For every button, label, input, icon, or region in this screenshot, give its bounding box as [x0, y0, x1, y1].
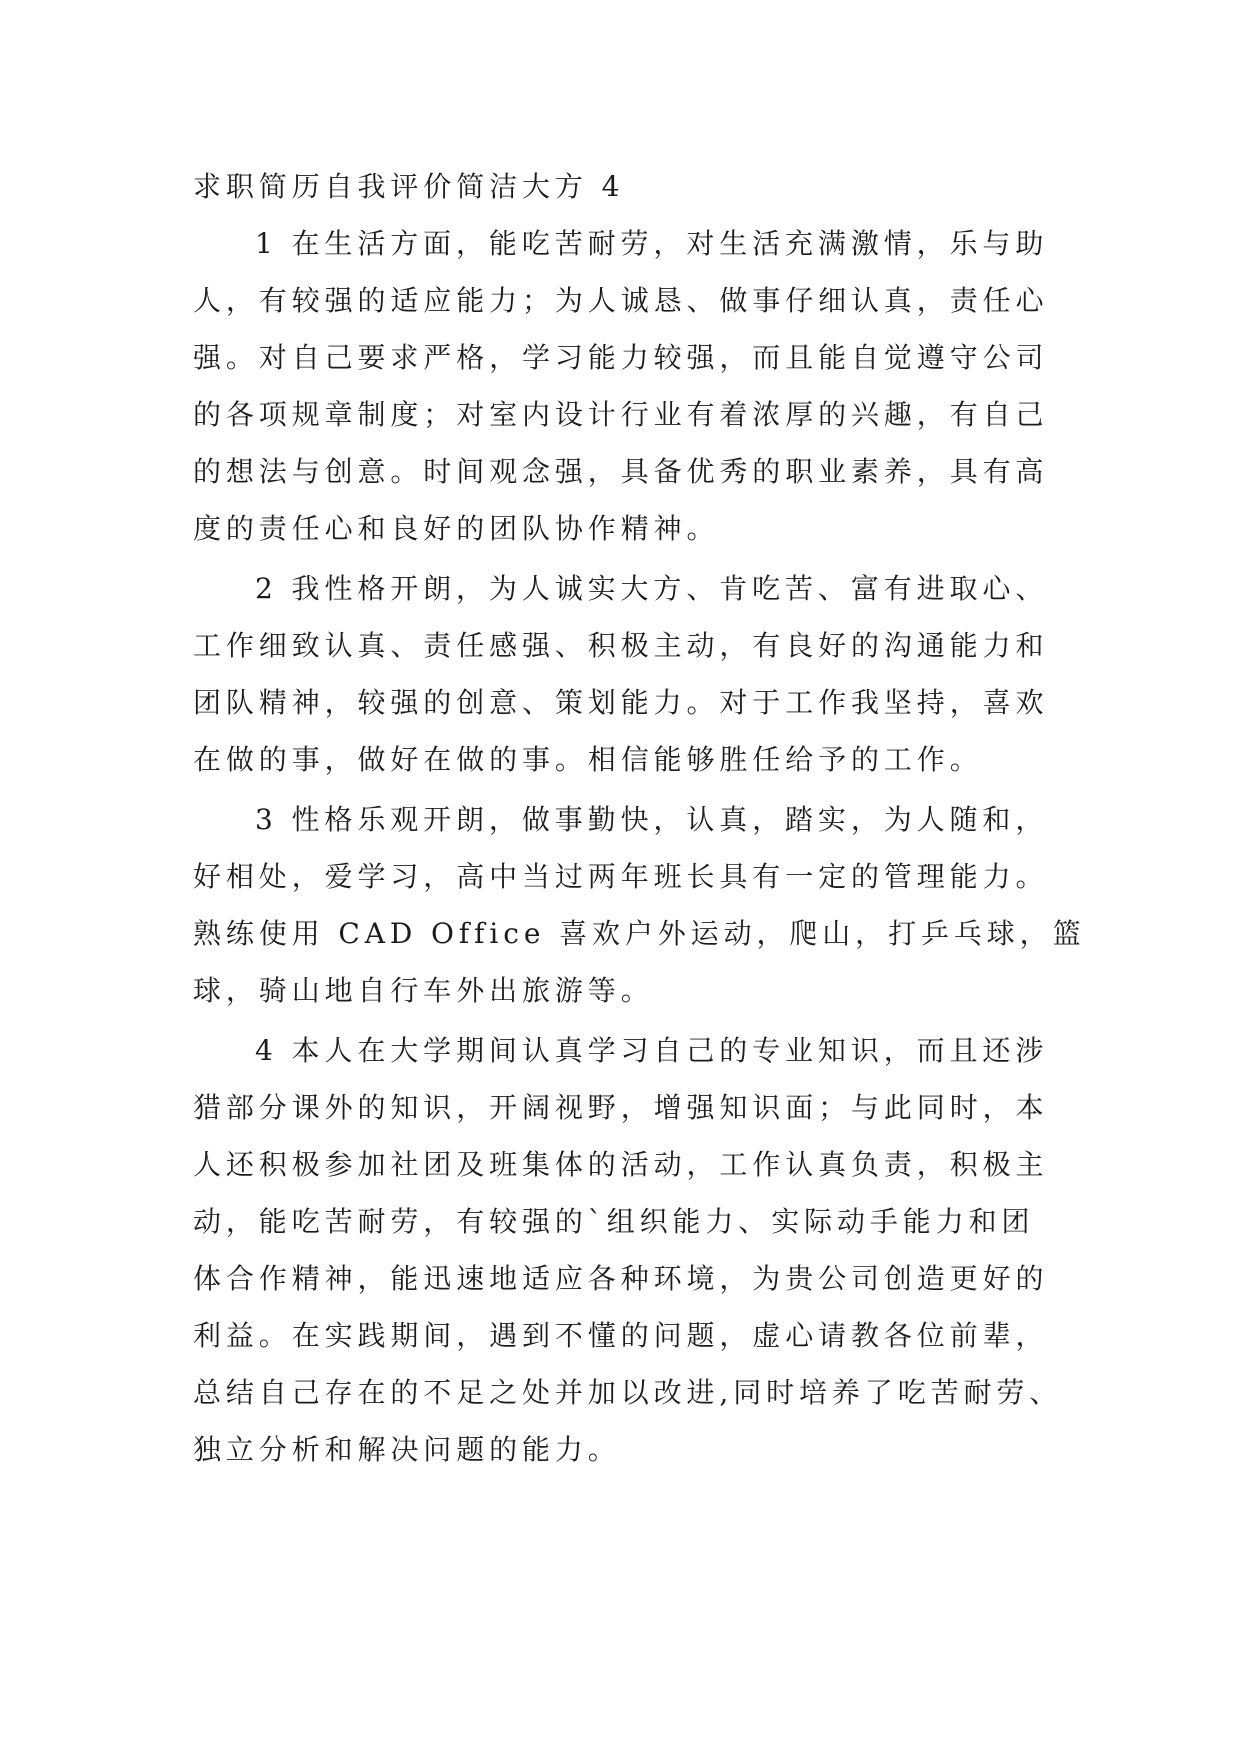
paragraph-1 [193, 215, 1093, 557]
text-line: 2 我性格开朗，为人诚实大方、肯吃苦、富有进取心、 [255, 572, 1049, 605]
text-line: 工作细致认真、责任感强、积极主动，有良好的沟通能力和 [193, 629, 1049, 662]
text-line: 人还积极参加社团及班集体的活动，工作认真负责，积极主 [193, 1148, 1049, 1181]
text-line: 强。对自己要求严格，学习能力较强，而且能自觉遵守公司 [193, 341, 1049, 374]
text-line: 3 性格乐观开朗，做事勤快，认真，踏实，为人随和， [255, 803, 1049, 836]
text-line: 人，有较强的适应能力；为人诚恳、做事仔细认真，责任心 [193, 284, 1049, 317]
text-line: 猎部分课外的知识，开阔视野，增强知识面；与此同时，本 [193, 1091, 1049, 1124]
text-line: 度的责任心和良好的团队协作精神。 [193, 512, 720, 545]
paragraph-3 [193, 791, 1093, 1019]
text-line: 1 在生活方面，能吃苦耐劳，对生活充满激情，乐与助 [255, 227, 1049, 260]
paragraph-2 [193, 560, 1093, 788]
text-line: 的各项规章制度；对室内设计行业有着浓厚的兴趣，有自己 [193, 398, 1049, 431]
text-line: 体合作精神，能迅速地适应各种环境，为贵公司创造更好的 [193, 1262, 1049, 1295]
text-line: 在做的事，做好在做的事。相信能够胜任给予的工作。 [193, 743, 983, 776]
document-title: 求职简历自我评价简洁大方 4 [193, 170, 625, 203]
text-line: 独立分析和解决问题的能力。 [193, 1433, 621, 1466]
text-line: 球，骑山地自行车外出旅游等。 [193, 974, 654, 1007]
text-line: 的想法与创意。时间观念强，具备优秀的职业素养，具有高 [193, 455, 1049, 488]
document-body [193, 158, 1093, 1478]
text-line: 团队精神，较强的创意、策划能力。对于工作我坚持，喜欢 [193, 686, 1049, 719]
paragraph-4 [193, 1022, 1093, 1478]
text-line: 好相处，爱学习，高中当过两年班长具有一定的管理能力。 [193, 860, 1049, 893]
text-line: 总结自己存在的不足之处并加以改进,同时培养了吃苦耐劳、 [193, 1376, 1063, 1409]
text-line: 4 本人在大学期间认真学习自己的专业知识，而且还涉 [255, 1034, 1049, 1067]
text-line: 利益。在实践期间，遇到不懂的问题，虚心请教各位前辈， [193, 1319, 1049, 1352]
text-line: 熟练使用 CAD Office 喜欢户外运动，爬山，打乒乓球，篮 [193, 917, 1086, 950]
text-line: 动，能吃苦耐劳，有较强的`组织能力、实际动手能力和团 [193, 1205, 1035, 1238]
